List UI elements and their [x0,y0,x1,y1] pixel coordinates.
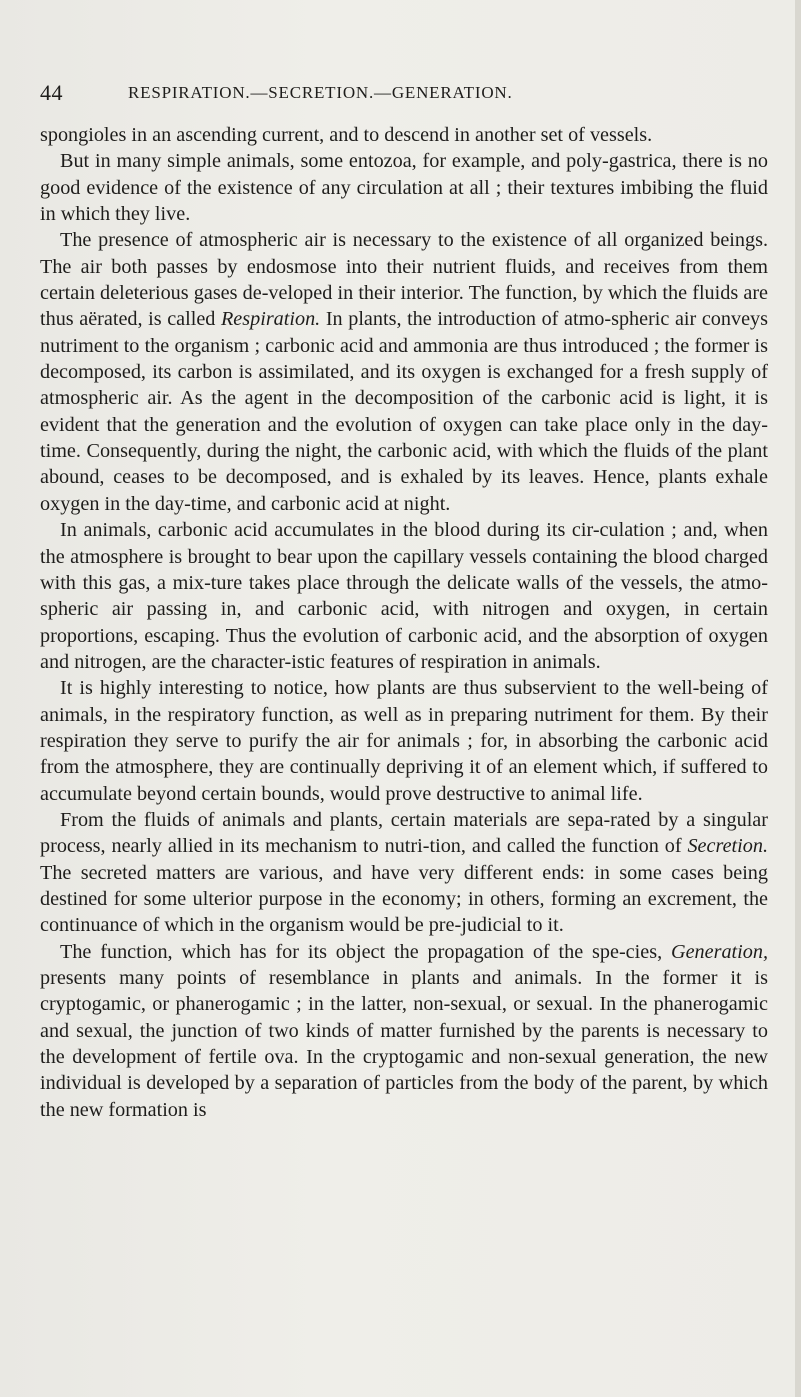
paragraph-text-after: In plants, the introduction of atmo-spheric air conveys nutriment to the organism ; carbonic acid and ammonia are thus introduced ; the former is decomposed, its carbon is assimilated, and its oxygen is exchanged for a fresh supply of atmospheric air. As the agent in the decomposition of the carbonic acid is light, it is evident that the generation and the evolution of oxygen can take place only in the day-time. Consequently, during the night, the carbonic acid, with which the fluids of the plant abound, ceases to be decomposed, and is exhaled by its leaves. Hence, plants exhale oxygen in the day-time, and carbonic acid at night. [40,308,768,515]
term-secretion: Secretion. [687,835,768,858]
paragraph-text-before: From the fluids of animals and plants, certain materials are sepa-rated by a singular process, nearly allied in its mechanism to nutri-tion, and called the function of [40,808,768,858]
paragraph-respiration [40,227,768,517]
paragraph-text-after: The secreted matters are various, and have very different ends: in some cases being destined for some ulterior purpose in the economy; in others, forming an excrement, the continuance of which in the organism would be pre-judicial to it. [40,861,768,937]
paragraph-text-after: presents many points of resemblance in plants and animals. In the former it is cryptogamic, or phanerogamic ; in the latter, non-sexual, or sexual. In the phanerogamic and sexual, the junction of two kinds of matter furnished by the parents is necessary to the development of fertile ova. In the cryptogamic and non-sexual generation, the new individual is developed by a separation of particles from the body of the parent, by which the new formation is [40,967,768,1121]
paragraph-1 [40,122,768,148]
paragraph-text: But in many simple animals, some entozoa, for example, and poly-gastrica, there is no good evidence of the existence of any circulation at all ; their textures imbibing the fluid in which they live. [40,150,768,226]
paragraph-text-before: The function, which has for its object the propagation of the spe-cies, [60,940,671,963]
paragraph-text: In animals, carbonic acid accumulates in the blood during its cir-culation ; and, when the atmosphere is brought to bear upon the capillary vessels containing the blood charged with this gas, a mix-ture takes place through the delicate walls of the vessels, the atmo-spheric air passing in, and carbonic acid, with nitrogen and oxygen, in certain proportions, escaping. Thus the evolution of carbonic acid, and the absorption of oxygen and nitrogen, are the character-istic features of respiration in animals. [40,519,768,673]
page-header [40,80,760,108]
body-text [40,122,768,1123]
page-edge [795,0,801,1397]
paragraph-2 [40,148,768,227]
term-generation: Generation, [671,940,768,963]
paragraph-text: It is highly interesting to notice, how plants are thus subservient to the well-being of animals, in the respiratory function, as well as in preparing nutriment for them. By their respiration they serve to purify the air for animals ; for, in absorbing the carbonic acid from the atmosphere, they are continually depriving it of an element which, if suffered to accumulate beyond certain bounds, would prove destructive to animal life. [40,677,768,805]
paragraph-text: spongioles in an ascending current, and to descend in another set of vessels. [40,124,653,146]
running-head: RESPIRATION.—SECRETION.—GENERATION. [128,83,513,102]
paragraph-4 [40,517,768,675]
term-respiration: Respiration. [220,308,321,331]
page-number: 44 [40,80,63,105]
paragraph-secretion [40,807,768,939]
paragraph-generation [40,939,768,1123]
paragraph-text-before: The presence of atmospheric air is necessary to the existence of all organized beings. The air both passes by endosmose into their nutrient fluids, and receives from them certain deleterious gases de-veloped in their interior. The function, by which the fluids are thus aërated, is called [40,229,768,331]
paragraph-5 [40,675,768,807]
